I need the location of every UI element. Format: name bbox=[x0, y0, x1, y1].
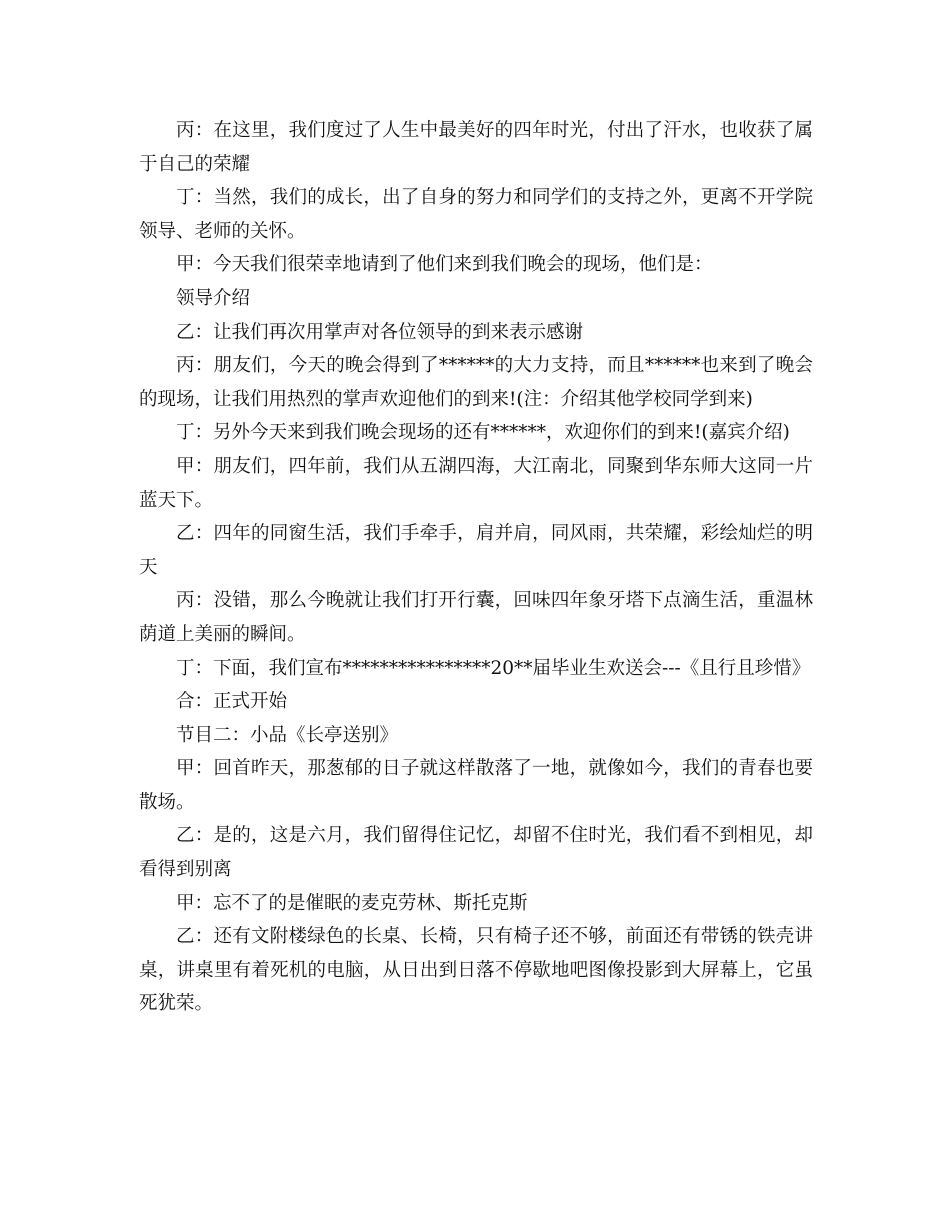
paragraph: 乙：让我们再次用掌声对各位领导的到来表示感谢 bbox=[176, 321, 584, 343]
paragraph: 乙：四年的同窗生活，我们手牵手，肩并肩，同风雨，共荣耀，彩绘灿烂的明天 bbox=[139, 523, 813, 578]
paragraph: 甲：忘不了的是催眠的麦克劳林、斯托克斯 bbox=[176, 892, 528, 914]
paragraph: 节目二：小品《长亭送别》 bbox=[176, 724, 399, 746]
paragraph: 乙：还有文附楼绿色的长桌、长椅，只有椅子还不够，前面还有带锈的铁壳讲桌，讲桌里有着死机的电脑，从日出到日落不停歇地吧图像投影到大屏幕上，它虽死犹荣。 bbox=[139, 926, 813, 1015]
paragraph: 丙：在这里，我们度过了人生中最美好的四年时光，付出了汗水，也收获了属于自己的荣耀 bbox=[139, 120, 813, 175]
paragraph: 甲：今天我们很荣幸地请到了他们来到我们晚会的现场，他们是： bbox=[176, 254, 713, 276]
paragraph: 领导介绍 bbox=[176, 287, 251, 309]
paragraph: 甲：回首昨天，那葱郁的日子就这样散落了一地，就像如今，我们的青春也要散场。 bbox=[139, 758, 813, 813]
paragraph: 甲：朋友们，四年前，我们从五湖四海，大江南北，同聚到华东师大这同一片蓝天下。 bbox=[139, 455, 813, 511]
paragraph: 乙：是的，这是六月，我们留得住记忆，却留不住时光，我们看不到相见，却看得到别离 bbox=[139, 825, 813, 881]
paragraph: 合：正式开始 bbox=[176, 691, 288, 713]
paragraph: 丙：没错，那么今晚就让我们打开行囊，回味四年象牙塔下点滴生活，重温林荫道上美丽的瞬间。 bbox=[139, 590, 813, 645]
paragraph: 丙：朋友们，今天的晚会得到了******的大力支持，而且******也来到了晚会的现场，让我们用热烈的掌声欢迎他们的到来!(注：介绍其他学校同学到来) bbox=[139, 355, 813, 410]
paragraph: 丁：另外今天来到我们晚会现场的还有******，欢迎你们的到来!(嘉宾介绍) bbox=[176, 422, 790, 444]
paragraph: 丁：当然，我们的成长，出了自身的努力和同学们的支持之外，更离不开学院领导、老师的关怀。 bbox=[139, 187, 813, 242]
document-body bbox=[139, 114, 813, 1021]
paragraph: 丁：下面，我们宣布****************20**届毕业生欢送会---《且行且珍惜》 bbox=[176, 657, 811, 679]
